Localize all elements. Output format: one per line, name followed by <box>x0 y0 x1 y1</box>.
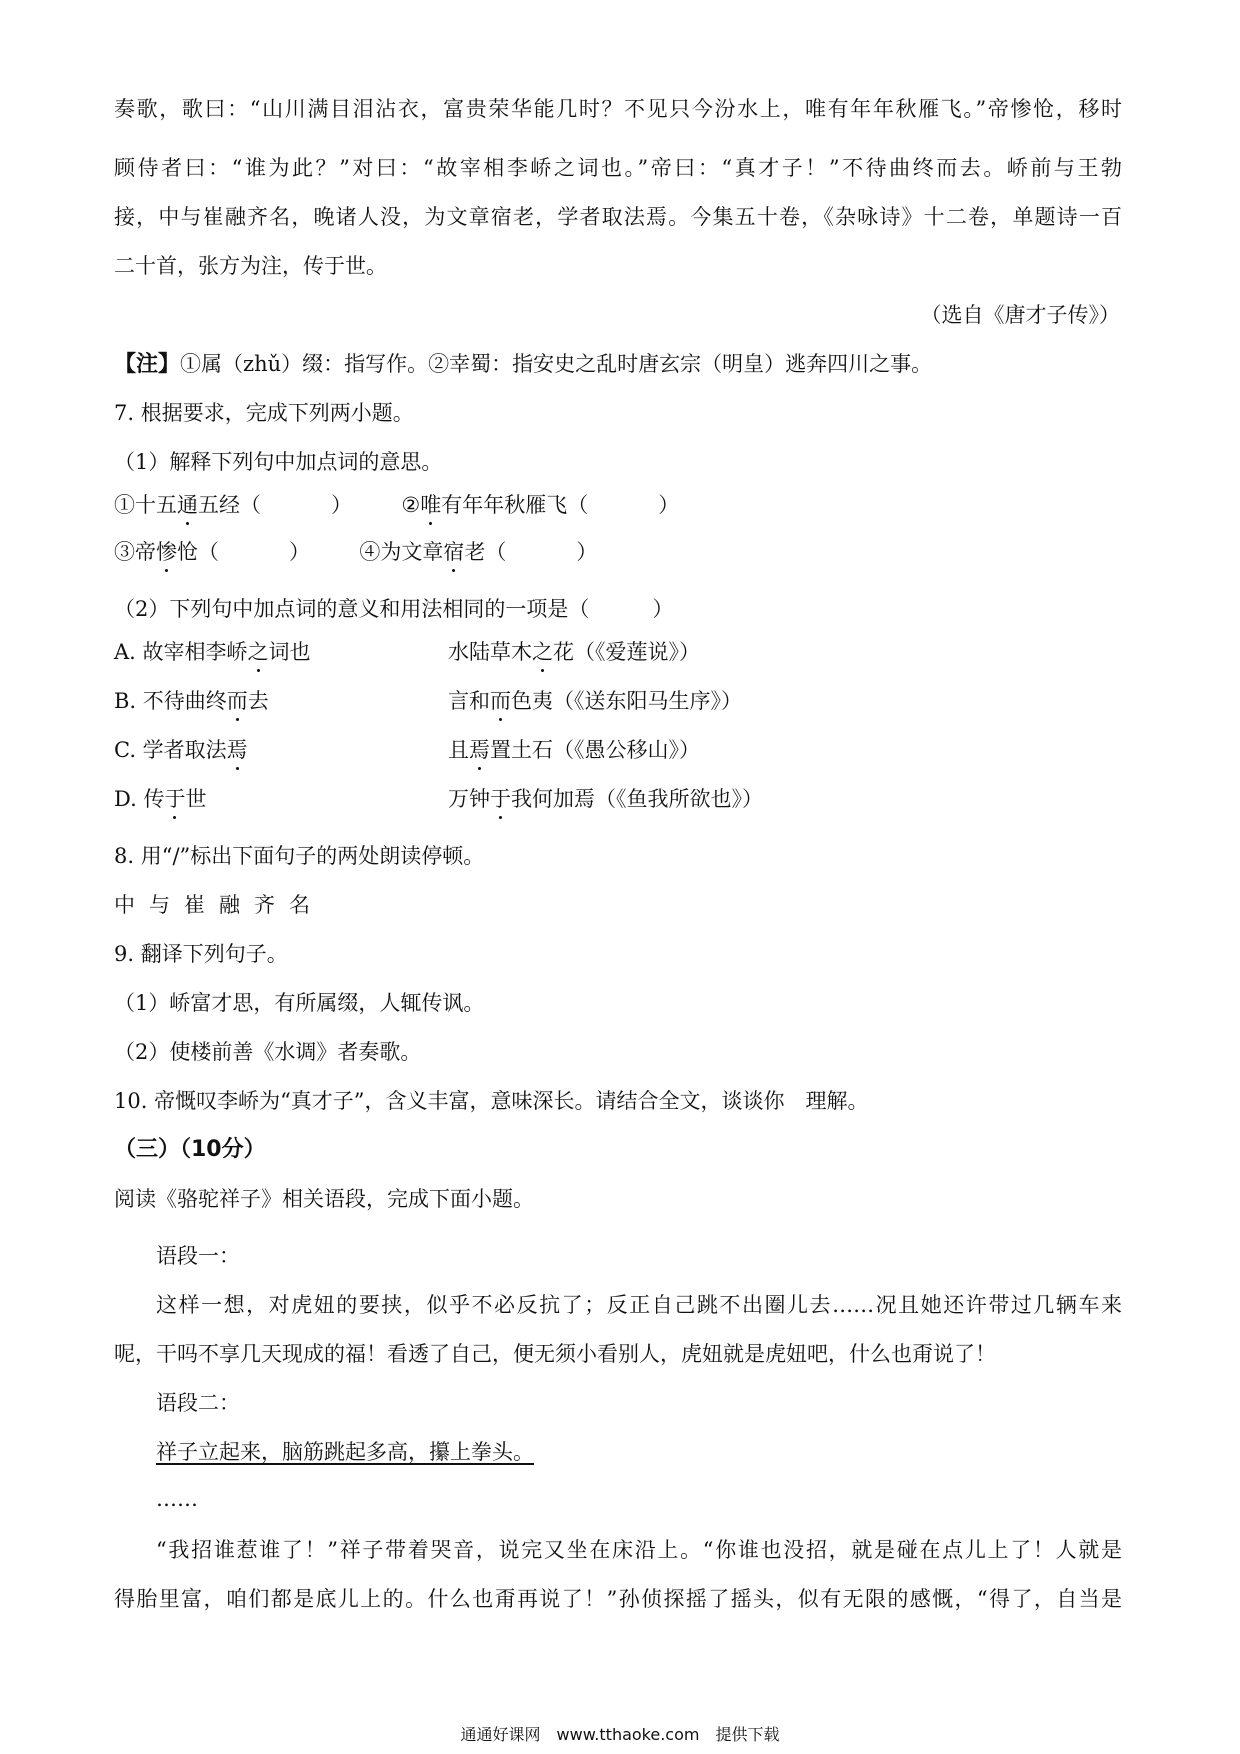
q9-sentence-2: （2）使楼前善《水调》者奏歌。 <box>114 1040 422 1064</box>
q7-item-2: ②唯有年年秋雁飞（ ） <box>401 493 679 517</box>
q8-stem: 8. 用“/”标出下面句子的两处朗读停顿。 <box>114 844 485 868</box>
q7-option-b[interactable]: B. 不待曲终而去 言和而色夷（《送东阳马生序》） <box>114 686 269 716</box>
emphasis-char: 焉 <box>227 735 248 765</box>
section-heading: （三）（10分） <box>114 1137 266 1162</box>
q7-option-a[interactable]: A. 故宰相李峤之词也 水陆草木之花（《爱莲说》） <box>114 637 311 667</box>
emphasis-char: 焉 <box>469 735 490 765</box>
segment-2-line-4: 得胎里富，咱们都是底儿上的。什么也甭再说了！”孙侦探摇了摇头，似有无限的感慨，“得了，自当是 <box>114 1587 1122 1611</box>
segment-1-line-2: 呢，干吗不享几天现成的福！看透了自己，便无须小看别人，虎妞就是虎妞吧，什么也甭说了！ <box>114 1342 996 1366</box>
q7-option-d[interactable]: D. 传于世 万钟于我何加焉（《鱼我所欲也》） <box>114 784 206 814</box>
segment-1-line-1: 这样一想，对虎妞的要挟，似乎不必反抗了；反正自己跳不出圈儿去……况且她还许带过几辆车来 <box>156 1293 1122 1317</box>
passage-line-2: 顾侍者曰：“谁为此？”对曰：“故宰相李峤之词也。”帝曰：“真才子！”不待曲终而去。峤前与王勃 <box>114 156 1122 180</box>
segment-1-label: 语段一： <box>156 1244 240 1268</box>
passage-line-4: 二十首，张方为注，传于世。 <box>114 254 387 278</box>
segment-2-ellipsis: …… <box>156 1487 198 1511</box>
emphasis-char: 惨 <box>156 537 177 567</box>
segment-2-label: 语段二： <box>156 1391 240 1415</box>
passage-source: （选自《唐才子传》） <box>920 303 1120 327</box>
note-label: 【注】 <box>114 352 181 377</box>
q7-option-c[interactable]: C. 学者取法焉 且焉置土石（《愚公移山》） <box>114 735 248 765</box>
emphasis-char: 唯 <box>420 490 441 520</box>
emphasis-char: 而 <box>227 686 248 716</box>
segment-2-line-3: “我招谁惹谁了！”祥子带着哭音，说完又坐在床沿上。“你谁也没招，就是碰在点儿上了！人就是 <box>156 1538 1122 1562</box>
emphasis-char: 宿 <box>443 537 464 567</box>
footer-text: 通通好课网 www.tthaoke.com 提供下载 <box>460 1725 780 1744</box>
q7-sub2: （2）下列句中加点词的意义和用法相同的一项是（ ） <box>114 597 674 621</box>
section-intro: 阅读《骆驼祥子》相关语段，完成下面小题。 <box>114 1187 534 1211</box>
segment-2-underlined-sentence: 祥子立起来，脑筋跳起多高，攥上拳头。 <box>156 1440 534 1464</box>
q7-sub1: （1）解释下列句中加点词的意思。 <box>114 450 443 474</box>
q7-item-4: ④为文章宿老（ ） <box>359 540 597 564</box>
q9-sentence-1: （1）峤富才思，有所属缀，人辄传讽。 <box>114 991 485 1015</box>
note-text: ①属（zhǔ）缀：指写作。②幸蜀：指安史之乱时唐玄宗（明皇）逃奔四川之事。 <box>180 352 933 376</box>
q7-item-1: ①十五通五经（ ） <box>114 493 352 517</box>
emphasis-char: 之 <box>532 637 553 667</box>
q7-row-2 <box>114 537 597 567</box>
emphasis-char: 通 <box>177 490 198 520</box>
note <box>114 349 932 380</box>
passage-line-1: 奏歌，歌曰：“山川满目泪沾衣，富贵荣华能几时？不见只今汾水上，唯有年年秋雁飞。”帝惨怆，移时 <box>114 97 1122 121</box>
q9-stem: 9. 翻译下列句子。 <box>114 942 288 966</box>
q7-item-3: ③帝惨怆（ ） <box>114 540 310 564</box>
q7-row-1 <box>114 490 679 520</box>
emphasis-char: 于 <box>164 784 185 814</box>
q10-stem: 10. 帝慨叹李峤为“真才子”，含义丰富，意味深长。请结合全文，谈谈你 理解。 <box>114 1089 869 1113</box>
emphasis-char: 于 <box>490 784 511 814</box>
q7-stem: 7. 根据要求，完成下列两小题。 <box>114 401 414 425</box>
q8-sentence: 中与崔融齐名 <box>114 893 324 917</box>
emphasis-char: 而 <box>490 686 511 716</box>
emphasis-char: 之 <box>248 637 269 667</box>
passage-line-3: 接，中与崔融齐名，晚诸人没，为文章宿老，学者取法焉。今集五十卷，《杂咏诗》十二卷，单题诗一百 <box>114 205 1122 229</box>
